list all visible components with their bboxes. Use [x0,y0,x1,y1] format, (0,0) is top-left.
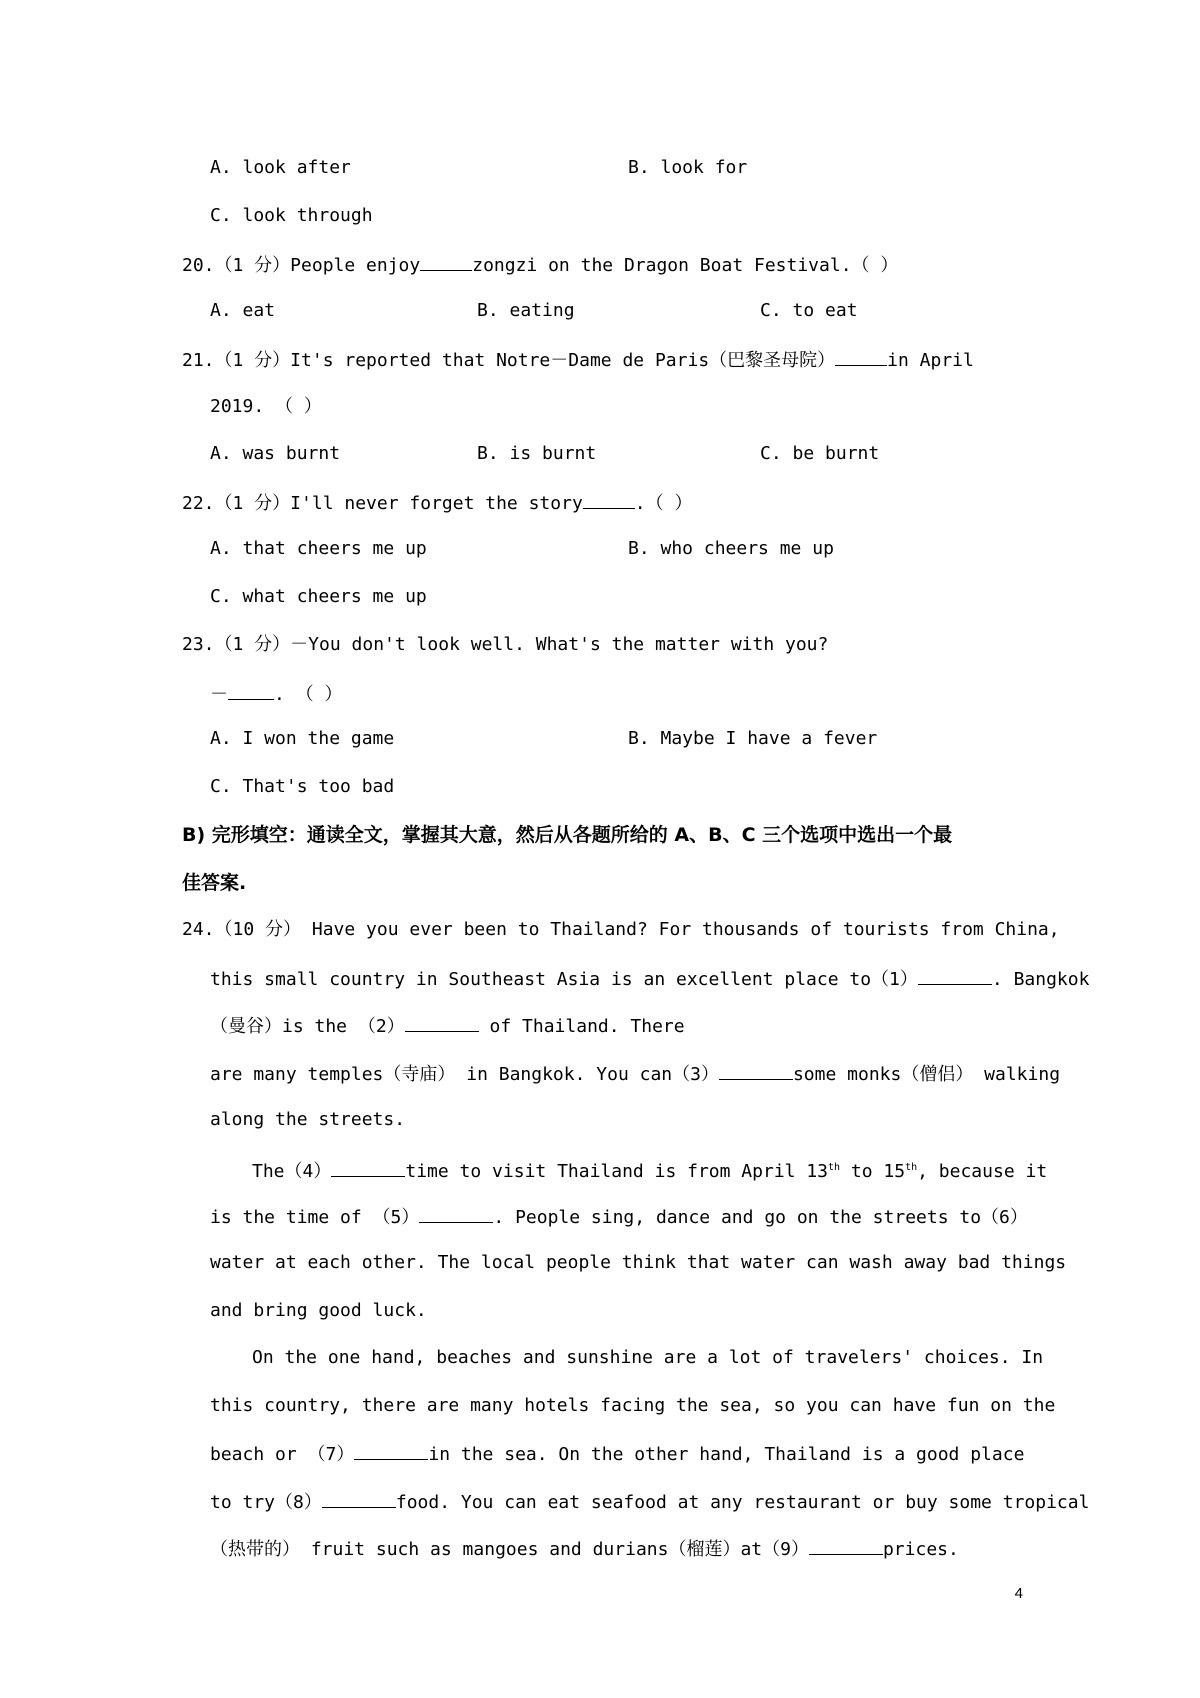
q21-stem-pre: 21.（1 分）It's reported that Notre－Dame de Paris（巴黎圣母院） [182,350,836,371]
q24-line-6-mid: time to visit Thailand is from April 13 [405,1161,828,1182]
q24-line-9: and bring good luck. [210,1300,427,1321]
q24-blank-8 [322,1489,396,1508]
q24-ordinal-sup-1: th [828,1162,841,1173]
q24-line-13 [210,1489,1089,1515]
q24-line-6 [252,1156,1047,1184]
q23-option-a: A. I won the game [210,728,395,749]
q23-blank [228,681,274,700]
q23-reply-post: . （ ） [274,684,343,705]
q24-line-12 [210,1441,1024,1467]
q20-option-b: B. eating [477,300,575,321]
q24-line-12-post: in the sea. On the other hand, Thailand is a good place [428,1444,1025,1465]
q20-option-c: C. to eat [760,300,858,321]
q20-stem-pre: 20.（1 分）People enjoy [182,255,421,276]
q19-option-a: A. look after [210,157,351,178]
q24-line-6-mid2: to 15 [840,1161,906,1182]
q24-blank-7 [354,1441,428,1460]
q24-line-2-post: . Bangkok [991,969,1090,990]
q24-line-4-pre: are many temples（寺庙） in Bangkok. You can（3） [210,1064,719,1085]
q24-blank-5 [419,1204,493,1223]
q24-line-12-pre: beach or （7） [210,1444,355,1465]
q24-line-3-pre: （曼谷）is the （2） [210,1016,405,1037]
q24-line-2-pre: this small country in Southeast Asia is an excellent place to（1） [210,969,918,990]
q24-line-7-pre: is the time of （5） [210,1207,420,1228]
q24-line-1: 24.（10 分） Have you ever been to Thailand? For thousands of tourists from China, [182,919,1060,940]
q24-line-3-post: of Thailand. There [478,1016,685,1037]
q24-line-7 [210,1204,1028,1230]
q24-line-3 [210,1013,685,1039]
q23-reply [210,681,343,707]
q23-option-b: B. Maybe I have a fever [628,728,878,749]
q24-blank-1 [918,966,992,985]
section-b-heading: B) 完形填空：通读全文，掌握其大意，然后从各题所给的 A、B、C 三个选项中选出一个最 [182,824,953,846]
q23-reply-pre: － [210,684,228,705]
q23-stem: 23.（1 分）－You don't look well. What's the matter with you? [182,634,829,655]
q24-line-7-post: . People sing, dance and go on the streets to（6） [493,1207,1028,1228]
q24-line-6-post: , because it [917,1161,1048,1182]
q20-blank [420,252,472,271]
q21-stem-line2: 2019. （ ） [210,396,322,417]
q21-option-c: C. be burnt [760,443,880,464]
q24-line-13-pre: to try（8） [210,1492,322,1513]
q20-option-a: A. eat [210,300,276,321]
q20-stem-post: zongzi on the Dragon Boat Festival.（ ） [472,255,899,276]
q24-blank-3 [719,1061,793,1080]
q24-line-6-pre: The（4） [252,1161,332,1182]
q24-line-2 [210,966,1089,992]
q19-option-b: B. look for [628,157,748,178]
q19-option-c: C. look through [210,205,373,226]
q21-stem [182,347,974,373]
q22-stem-pre: 22.（1 分）I'll never forget the story [182,493,583,514]
section-b-heading-cont: 佳答案. [182,872,247,894]
q24-blank-9 [809,1536,883,1555]
q22-stem-post: .（ ） [634,493,693,514]
q24-ordinal-sup-2: th [905,1162,918,1173]
q24-line-4 [210,1061,1060,1087]
q24-line-8: water at each other. The local people think that water can wash away bad things [210,1252,1067,1273]
q24-blank-2 [405,1013,479,1032]
q21-blank [835,347,887,366]
q24-line-14 [210,1536,959,1562]
q23-option-c: C. That's too bad [210,776,395,797]
q24-line-14-pre: （热带的） fruit such as mangoes and durians（榴莲）at（9） [210,1539,809,1560]
q21-stem-post: in April [887,350,974,371]
q24-line-4-post: some monks（僧侣） walking [792,1064,1061,1085]
q22-option-b: B. who cheers me up [628,538,834,559]
q22-stem [182,490,692,516]
q24-line-13-post: food. You can eat seafood at any restaurant or buy some tropical [395,1492,1090,1513]
q21-option-b: B. is burnt [477,443,597,464]
q24-blank-4 [331,1158,405,1177]
q24-line-5: along the streets. [210,1109,406,1130]
q21-option-a: A. was burnt [210,443,341,464]
q24-line-10: On the one hand, beaches and sunshine are a lot of travelers' choices. In [252,1347,1044,1368]
q20-stem [182,252,898,278]
q22-blank [583,490,635,509]
q22-option-c: C. what cheers me up [210,586,427,607]
page-number: 4 [1014,1585,1023,1602]
q24-line-11: this country, there are many hotels facing the sea, so you can have fun on the [210,1395,1056,1416]
q22-option-a: A. that cheers me up [210,538,427,559]
q24-line-14-post: prices. [882,1539,959,1560]
